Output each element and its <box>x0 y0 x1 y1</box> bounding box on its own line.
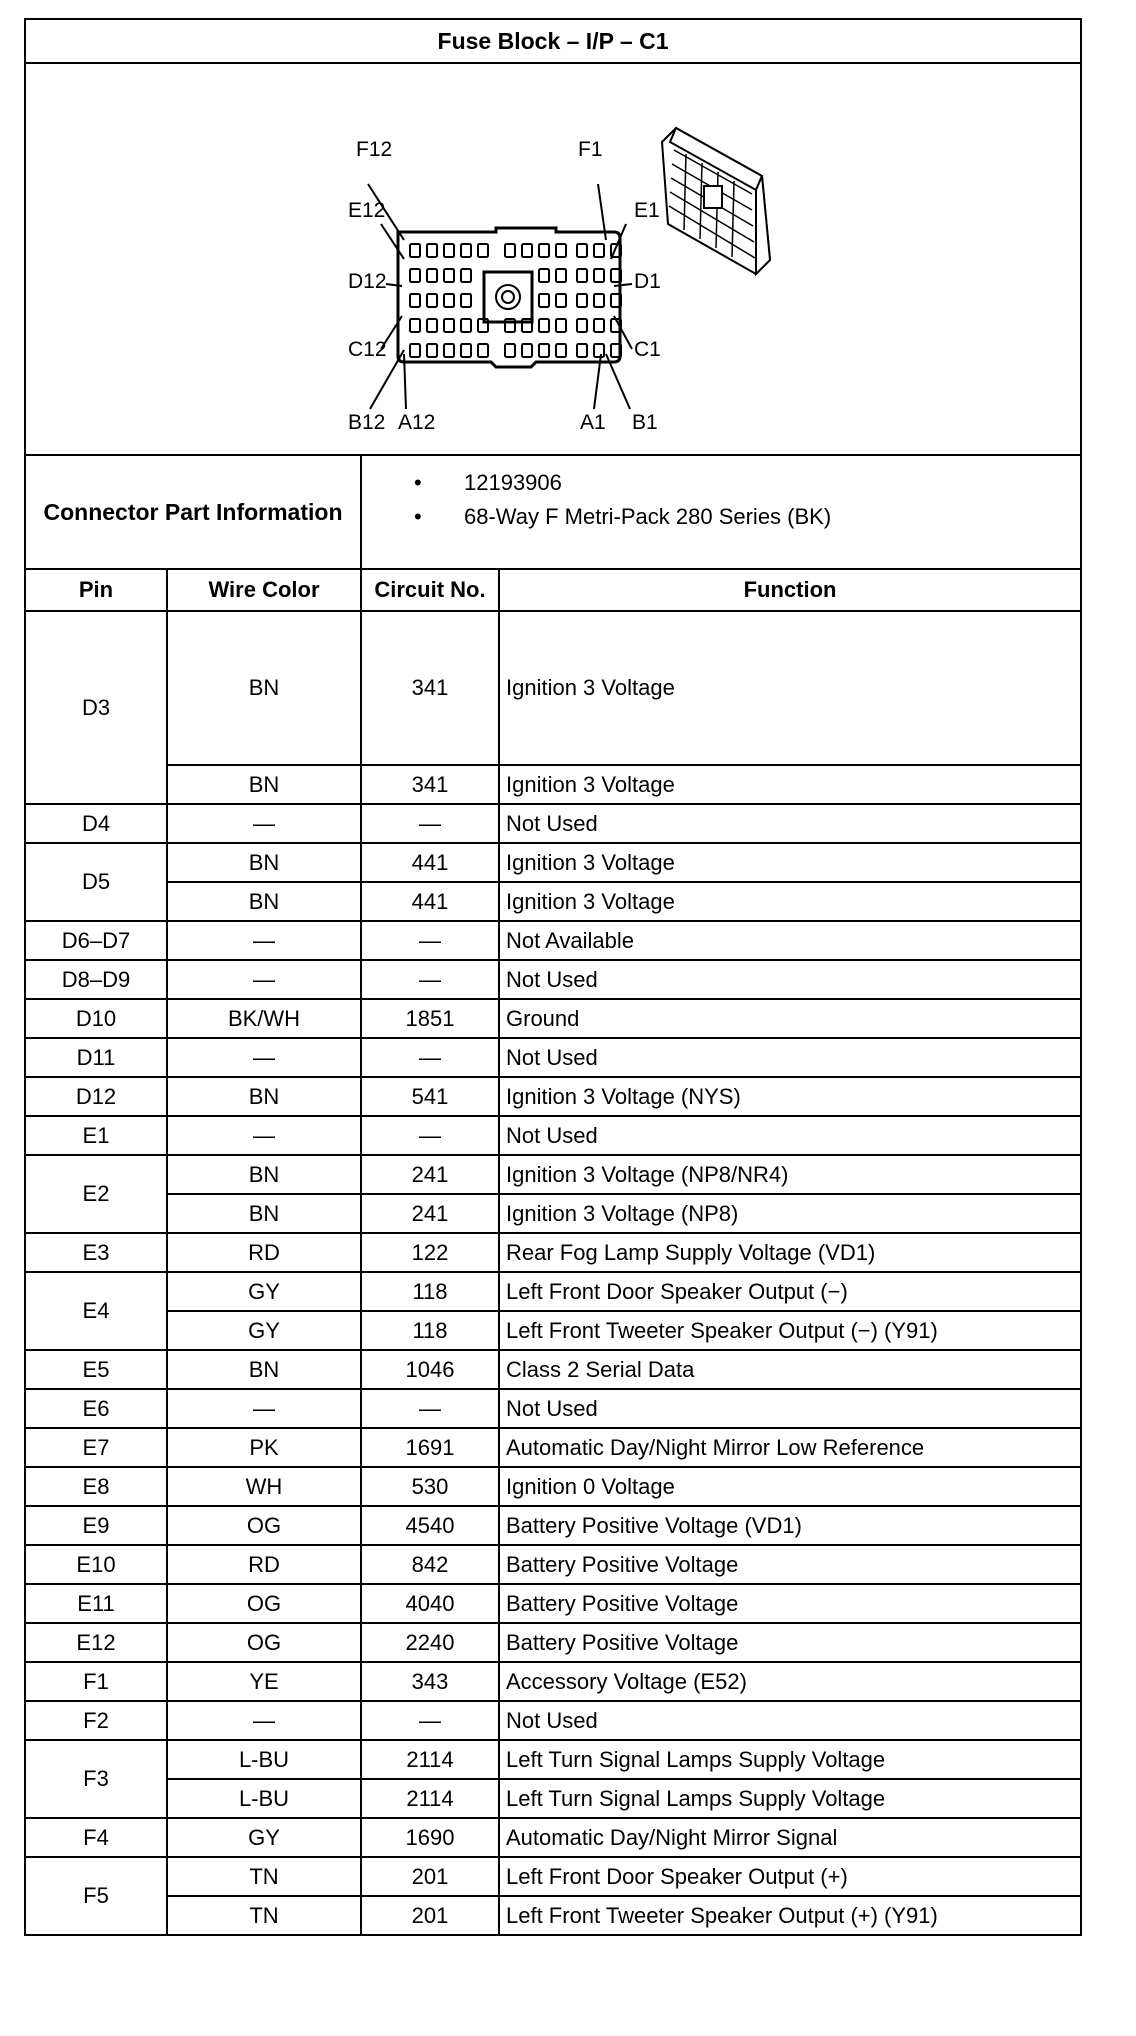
wire-color-cell: — <box>167 921 361 960</box>
table-row <box>25 1350 1081 1389</box>
connector-drawing <box>26 64 1082 454</box>
function-cell: Battery Positive Voltage <box>499 1623 1081 1662</box>
function-cell: Class 2 Serial Data <box>499 1350 1081 1389</box>
connector-cavity <box>461 319 471 332</box>
table-row <box>25 1896 1081 1935</box>
connector-info-label: Connector Part Information <box>25 455 361 569</box>
pin-label-b12: B12 <box>348 411 386 434</box>
connector-cavity <box>556 294 566 307</box>
circuit-cell: 441 <box>361 843 499 882</box>
table-row <box>25 1662 1081 1701</box>
function-cell: Left Front Door Speaker Output (−) <box>499 1272 1081 1311</box>
table-row <box>25 1467 1081 1506</box>
pin-cell: E3 <box>25 1233 167 1272</box>
connector-cavity <box>539 344 549 357</box>
pin-cell: F1 <box>25 1662 167 1701</box>
connector-cavity <box>594 244 604 257</box>
pin-cell: E1 <box>25 1116 167 1155</box>
connector-cavity <box>539 294 549 307</box>
pin-cell: E4 <box>25 1272 167 1350</box>
table-row <box>25 1155 1081 1194</box>
connector-cavity <box>478 344 488 357</box>
circuit-cell: 118 <box>361 1311 499 1350</box>
wire-color-cell: GY <box>167 1272 361 1311</box>
connector-cavity <box>594 319 604 332</box>
pinout-table <box>24 18 1082 1936</box>
wire-color-cell: — <box>167 960 361 999</box>
wire-color-cell: — <box>167 1389 361 1428</box>
circuit-cell: — <box>361 1701 499 1740</box>
wire-color-cell: BN <box>167 765 361 804</box>
wire-color-cell: WH <box>167 1467 361 1506</box>
wire-color-cell: OG <box>167 1584 361 1623</box>
function-cell: Not Used <box>499 1701 1081 1740</box>
wire-color-cell: RD <box>167 1233 361 1272</box>
connector-cavity <box>427 294 437 307</box>
wire-color-cell: OG <box>167 1623 361 1662</box>
function-cell: Not Used <box>499 1389 1081 1428</box>
connector-cavity <box>539 269 549 282</box>
function-cell: Automatic Day/Night Mirror Signal <box>499 1818 1081 1857</box>
function-cell: Left Front Tweeter Speaker Output (−) (Y91) <box>499 1311 1081 1350</box>
function-cell: Rear Fog Lamp Supply Voltage (VD1) <box>499 1233 1081 1272</box>
pin-label-c12: C12 <box>348 338 387 361</box>
wire-color-cell: BN <box>167 1077 361 1116</box>
circuit-cell: 341 <box>361 765 499 804</box>
connector-cavity <box>427 319 437 332</box>
wire-color-cell: YE <box>167 1662 361 1701</box>
wire-color-cell: OG <box>167 1506 361 1545</box>
circuit-cell: 1851 <box>361 999 499 1038</box>
circuit-cell: — <box>361 921 499 960</box>
pin-cell: F3 <box>25 1740 167 1818</box>
pin-cell: D4 <box>25 804 167 843</box>
table-row <box>25 765 1081 804</box>
table-row <box>25 804 1081 843</box>
circuit-cell: 441 <box>361 882 499 921</box>
table-row <box>25 1623 1081 1662</box>
connector-cavity <box>461 244 471 257</box>
table-row <box>25 1584 1081 1623</box>
table-row <box>25 1740 1081 1779</box>
circuit-cell: 1691 <box>361 1428 499 1467</box>
connector-cavity <box>410 319 420 332</box>
pin-cell: E11 <box>25 1584 167 1623</box>
function-cell: Left Front Tweeter Speaker Output (+) (Y91) <box>499 1896 1081 1935</box>
connector-cavity <box>427 244 437 257</box>
connector-description: • 68-Way F Metri-Pack 280 Series (BK) <box>414 500 1080 534</box>
circuit-cell: 118 <box>361 1272 499 1311</box>
table-row <box>25 1311 1081 1350</box>
connector-diagram <box>25 63 1081 455</box>
function-cell: Accessory Voltage (E52) <box>499 1662 1081 1701</box>
table-row <box>25 1194 1081 1233</box>
wire-color-cell: BN <box>167 1194 361 1233</box>
connector-cavity <box>444 344 454 357</box>
table-row <box>25 1818 1081 1857</box>
connector-cavity <box>410 244 420 257</box>
connector-cavity <box>577 244 587 257</box>
connector-cavity <box>461 344 471 357</box>
function-cell: Not Available <box>499 921 1081 960</box>
table-row <box>25 1701 1081 1740</box>
circuit-cell: 1046 <box>361 1350 499 1389</box>
connector-cavity <box>577 294 587 307</box>
connector-cavity <box>539 244 549 257</box>
pin-cell: E9 <box>25 1506 167 1545</box>
pin-cell: E10 <box>25 1545 167 1584</box>
connector-cavity <box>577 269 587 282</box>
function-cell: Battery Positive Voltage <box>499 1584 1081 1623</box>
connector-part-number: • 12193906 <box>414 466 1080 500</box>
circuit-cell: 1690 <box>361 1818 499 1857</box>
wire-color-cell: BN <box>167 1155 361 1194</box>
function-cell: Automatic Day/Night Mirror Low Reference <box>499 1428 1081 1467</box>
function-cell: Ignition 3 Voltage (NP8) <box>499 1194 1081 1233</box>
function-cell: Ignition 3 Voltage (NP8/NR4) <box>499 1155 1081 1194</box>
pin-label-c1: C1 <box>634 338 661 361</box>
table-row <box>25 1116 1081 1155</box>
pin-cell: E8 <box>25 1467 167 1506</box>
connector-cavity <box>556 244 566 257</box>
connector-cavity <box>410 269 420 282</box>
function-cell: Not Used <box>499 804 1081 843</box>
connector-cavity <box>577 319 587 332</box>
pin-label-f1: F1 <box>578 138 603 161</box>
wire-color-cell: GY <box>167 1818 361 1857</box>
table-row <box>25 999 1081 1038</box>
table-row <box>25 611 1081 765</box>
connector-info-list <box>361 455 1081 569</box>
connector-cavity <box>577 344 587 357</box>
pin-cell: D11 <box>25 1038 167 1077</box>
circuit-cell: — <box>361 1116 499 1155</box>
connector-cavity <box>444 244 454 257</box>
function-cell: Battery Positive Voltage <box>499 1545 1081 1584</box>
header-pin: Pin <box>25 569 167 611</box>
circuit-cell: 201 <box>361 1896 499 1935</box>
connector-cavity <box>505 344 515 357</box>
wire-color-cell: BN <box>167 843 361 882</box>
connector-cavity <box>556 269 566 282</box>
function-cell: Left Front Door Speaker Output (+) <box>499 1857 1081 1896</box>
circuit-cell: 2114 <box>361 1740 499 1779</box>
circuit-cell: 842 <box>361 1545 499 1584</box>
pin-cell: D6–D7 <box>25 921 167 960</box>
pin-cell: E2 <box>25 1155 167 1233</box>
pin-cell: E6 <box>25 1389 167 1428</box>
function-cell: Ignition 0 Voltage <box>499 1467 1081 1506</box>
function-cell: Battery Positive Voltage (VD1) <box>499 1506 1081 1545</box>
wire-color-cell: PK <box>167 1428 361 1467</box>
table-row <box>25 1389 1081 1428</box>
table-row <box>25 1038 1081 1077</box>
circuit-cell: 4540 <box>361 1506 499 1545</box>
table-title: Fuse Block – I/P – C1 <box>25 19 1081 63</box>
pin-cell: E5 <box>25 1350 167 1389</box>
pin-label-a1: A1 <box>580 411 606 434</box>
wire-color-cell: — <box>167 1701 361 1740</box>
table-row <box>25 1506 1081 1545</box>
circuit-cell: — <box>361 804 499 843</box>
table-row <box>25 1857 1081 1896</box>
connector-cavity <box>410 294 420 307</box>
pin-label-e12: E12 <box>348 199 386 222</box>
circuit-cell: 343 <box>361 1662 499 1701</box>
pin-cell: F5 <box>25 1857 167 1935</box>
wire-color-cell: L-BU <box>167 1740 361 1779</box>
pin-cell: F2 <box>25 1701 167 1740</box>
connector-cavity <box>427 344 437 357</box>
circuit-cell: — <box>361 960 499 999</box>
circuit-cell: 341 <box>361 611 499 765</box>
circuit-cell: 122 <box>361 1233 499 1272</box>
pin-cell: F4 <box>25 1818 167 1857</box>
wire-color-cell: TN <box>167 1896 361 1935</box>
connector-cavity <box>478 244 488 257</box>
wire-color-cell: — <box>167 1038 361 1077</box>
function-cell: Ground <box>499 999 1081 1038</box>
function-cell: Ignition 3 Voltage <box>499 611 1081 765</box>
function-cell: Ignition 3 Voltage <box>499 843 1081 882</box>
function-cell: Not Used <box>499 1116 1081 1155</box>
connector-cavity <box>444 319 454 332</box>
function-cell: Ignition 3 Voltage <box>499 765 1081 804</box>
pinout-sheet <box>24 18 1080 1936</box>
circuit-cell: — <box>361 1389 499 1428</box>
wire-color-cell: L-BU <box>167 1779 361 1818</box>
connector-cavity <box>594 294 604 307</box>
function-cell: Ignition 3 Voltage (NYS) <box>499 1077 1081 1116</box>
header-wire-color: Wire Color <box>167 569 361 611</box>
connector-cavity <box>427 269 437 282</box>
pin-cell: D12 <box>25 1077 167 1116</box>
table-row <box>25 1428 1081 1467</box>
pin-label-a12: A12 <box>398 411 436 434</box>
connector-cavity <box>444 294 454 307</box>
table-row <box>25 1779 1081 1818</box>
pin-cell: D5 <box>25 843 167 921</box>
connector-cavity <box>539 319 549 332</box>
function-cell: Not Used <box>499 960 1081 999</box>
table-row <box>25 1272 1081 1311</box>
pin-label-b1: B1 <box>632 411 658 434</box>
table-row <box>25 1545 1081 1584</box>
wire-color-cell: — <box>167 1116 361 1155</box>
header-function: Function <box>499 569 1081 611</box>
pin-label-f12: F12 <box>356 138 393 161</box>
function-cell: Left Turn Signal Lamps Supply Voltage <box>499 1740 1081 1779</box>
table-row <box>25 882 1081 921</box>
pin-cell: E7 <box>25 1428 167 1467</box>
connector-cavity <box>556 319 566 332</box>
pin-cell: E12 <box>25 1623 167 1662</box>
circuit-cell: 2114 <box>361 1779 499 1818</box>
connector-cavity <box>410 344 420 357</box>
connector-cavity <box>444 269 454 282</box>
pin-label-d12: D12 <box>348 270 387 293</box>
pin-cell: D8–D9 <box>25 960 167 999</box>
table-row <box>25 1233 1081 1272</box>
wire-color-cell: GY <box>167 1311 361 1350</box>
pin-label-e1: E1 <box>634 199 660 222</box>
circuit-cell: 4040 <box>361 1584 499 1623</box>
pin-cell: D10 <box>25 999 167 1038</box>
connector-cavity <box>522 244 532 257</box>
table-row <box>25 1077 1081 1116</box>
table-row <box>25 960 1081 999</box>
circuit-cell: 241 <box>361 1155 499 1194</box>
table-row <box>25 843 1081 882</box>
table-row <box>25 921 1081 960</box>
connector-cavity <box>594 269 604 282</box>
function-cell: Left Turn Signal Lamps Supply Voltage <box>499 1779 1081 1818</box>
circuit-cell: 2240 <box>361 1623 499 1662</box>
header-circuit-no: Circuit No. <box>361 569 499 611</box>
wire-color-cell: TN <box>167 1857 361 1896</box>
circuit-cell: — <box>361 1038 499 1077</box>
circuit-cell: 201 <box>361 1857 499 1896</box>
pin-cell: D3 <box>25 611 167 804</box>
connector-cavity <box>505 244 515 257</box>
connector-cavity <box>556 344 566 357</box>
wire-color-cell: — <box>167 804 361 843</box>
wire-color-cell: BN <box>167 882 361 921</box>
function-cell: Not Used <box>499 1038 1081 1077</box>
wire-color-cell: RD <box>167 1545 361 1584</box>
circuit-cell: 541 <box>361 1077 499 1116</box>
connector-cavity <box>594 344 604 357</box>
connector-cavity <box>461 269 471 282</box>
connector-cavity <box>522 344 532 357</box>
pin-label-d1: D1 <box>634 270 661 293</box>
wire-color-cell: BN <box>167 1350 361 1389</box>
connector-3d-icon <box>662 128 770 274</box>
circuit-cell: 241 <box>361 1194 499 1233</box>
wire-color-cell: BK/WH <box>167 999 361 1038</box>
function-cell: Ignition 3 Voltage <box>499 882 1081 921</box>
circuit-cell: 530 <box>361 1467 499 1506</box>
connector-cavity <box>461 294 471 307</box>
wire-color-cell: BN <box>167 611 361 765</box>
